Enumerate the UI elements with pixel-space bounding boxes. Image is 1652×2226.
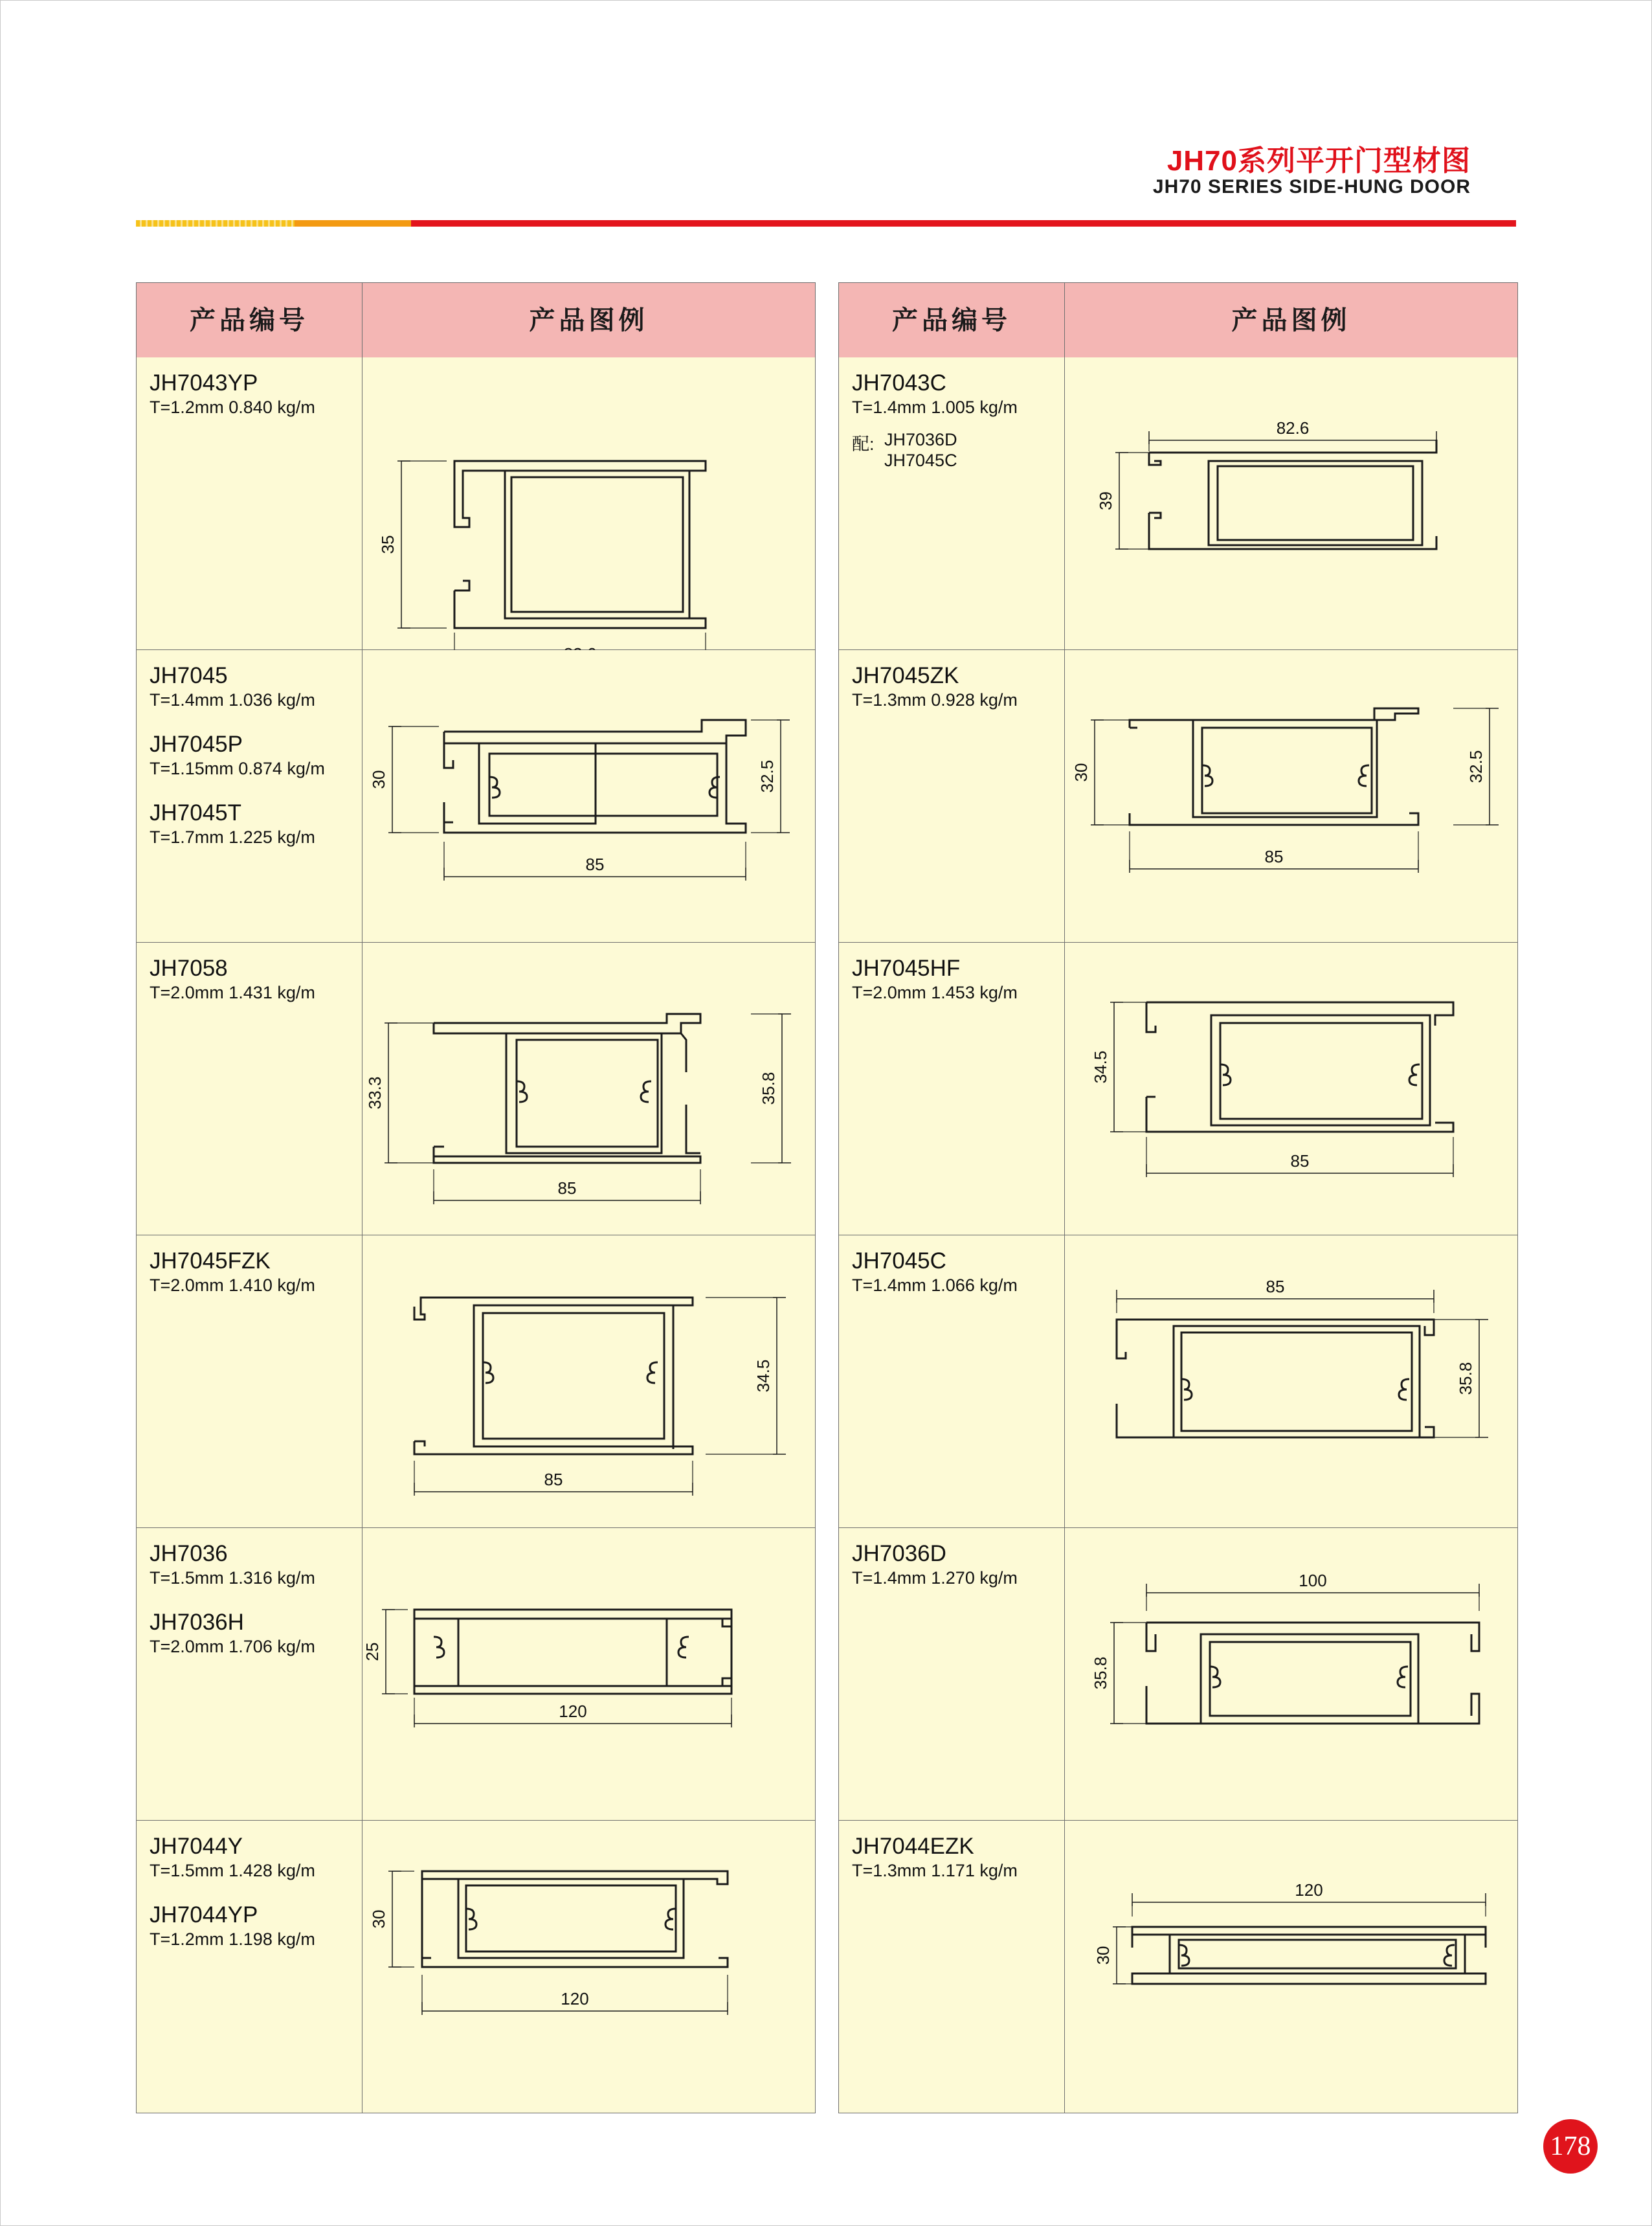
product-figure-cell [1065,650,1517,942]
product-spec: T=1.5mm 1.316 kg/m [150,1568,315,1588]
dim-height-2-label: 35.8 [759,1072,778,1105]
profile-section [444,720,746,833]
table-row [838,943,1518,1235]
product-code: JH7043YP [150,370,258,396]
table-row [838,1528,1518,1821]
profile-section [1146,1623,1479,1724]
profile-section [434,1014,700,1163]
profile-section [414,1610,731,1694]
dim-width-label: 120 [559,1702,587,1721]
dim-width [1132,1880,1486,1917]
page-title: JH70系列平开门型材图 [1166,145,1471,177]
dim-height [1091,1623,1146,1724]
profile-drawing [1065,1528,1517,1820]
product-spec: T=1.5mm 1.428 kg/m [150,1861,315,1880]
profile-section [414,1298,693,1454]
product-code: JH7044EZK [852,1834,974,1859]
dim-width [1146,1137,1453,1177]
product-code: JH7043C [852,370,946,396]
dim-height [369,1871,414,1967]
profile-drawing [1065,650,1517,942]
dim-width [1146,1571,1479,1611]
header-product-figure: 产品图例 [1231,306,1351,335]
table-row [838,650,1518,943]
table-row [838,1235,1518,1528]
product-figure-cell [1065,1821,1517,2113]
dim-height-label: 34.5 [1091,1050,1110,1084]
dim-height-2-label: 32.5 [757,759,777,793]
header-rule [136,220,1516,227]
product-code-cell [137,357,363,649]
dim-height-2 [751,1014,791,1163]
profile-drawing [363,1235,815,1527]
dim-height-label: 33.3 [365,1076,385,1110]
dim-height-2-label: 32.5 [1466,750,1486,783]
product-figure-cell [363,943,815,1235]
dim-width-label: 82.6 [1276,418,1310,438]
right-table-header [838,282,1518,359]
dim-height-label: 35.8 [1456,1362,1475,1395]
dim-height-label: 30 [1093,1946,1113,1965]
profile-section [454,461,706,628]
product-spec: T=1.3mm 0.928 kg/m [852,690,1018,710]
profile-section [1146,1002,1453,1132]
product-spec: T=1.2mm 0.840 kg/m [150,398,315,417]
product-spec: T=1.15mm 0.874 kg/m [150,759,325,778]
header-product-figure: 产品图例 [529,306,649,335]
pair-item: JH7036D [884,430,957,449]
product-code: JH7044Y [150,1834,243,1859]
product-code-cell [137,1528,363,1820]
page-subtitle: JH70 SERIES SIDE-HUNG DOOR [1152,176,1471,197]
dim-height [365,1023,434,1163]
table-row [136,650,816,943]
pair-item: JH7045C [884,451,957,470]
dim-height [1093,1927,1132,1984]
dim-height-label: 35.8 [1091,1656,1110,1690]
header-product-code: 产品编号 [137,283,363,358]
product-code: JH7045C [852,1248,946,1274]
product-spec: T=1.3mm 1.171 kg/m [852,1861,1018,1880]
dim-height-label: 30 [1071,763,1091,782]
product-spec: T=2.0mm 1.706 kg/m [150,1637,315,1656]
dim-width-label: 85 [1264,847,1284,866]
dim-width-label: 85 [544,1470,563,1489]
product-code: JH7045T [150,800,242,826]
dim-width-label: 120 [1295,1880,1323,1900]
product-spec: T=2.0mm 1.431 kg/m [150,983,315,1002]
product-figure-cell [1065,943,1517,1235]
product-code-cell [839,650,1065,942]
dim-height-label: 39 [1096,491,1115,510]
product-code-cell [137,650,363,942]
dim-height-label: 30 [369,770,388,789]
rule-dotted-segment [136,220,295,227]
dim-height [1071,720,1130,825]
left-table-header [136,282,816,359]
product-code: JH7045ZK [852,663,959,688]
dim-height-label: 35 [378,535,397,554]
table-row [136,943,816,1235]
dim-height [706,1298,786,1454]
dim-width [414,1461,693,1496]
product-figure-cell [363,650,815,942]
product-code-cell [839,1821,1065,2113]
product-code-cell [137,1235,363,1527]
product-spec: T=1.4mm 1.066 kg/m [852,1276,1018,1295]
profile-section [1130,708,1418,825]
product-figure-cell [363,357,815,649]
dim-width [434,1169,700,1204]
dim-width [1130,831,1418,873]
product-code-cell [839,357,1065,649]
profile-drawing [1065,943,1517,1235]
dim-width [422,1975,728,2015]
product-code: JH7058 [150,956,228,981]
profile-drawing [363,357,815,649]
product-code: JH7036H [150,1610,244,1635]
dim-width-label: 85 [557,1178,577,1198]
dim-width-label: 85 [585,855,605,874]
profile-drawing [1065,1821,1517,2113]
dim-height-label: 34.5 [753,1359,773,1393]
profile-section [1132,1927,1486,1984]
product-spec: T=1.4mm 1.270 kg/m [852,1568,1018,1588]
dim-height-2 [1453,708,1499,825]
profile-drawing [363,1528,815,1820]
product-code-cell [137,1821,363,2113]
product-code-cell [839,1528,1065,1820]
product-figure-cell [363,1235,815,1527]
profile-section [1149,440,1436,549]
product-spec: T=1.4mm 1.036 kg/m [150,690,315,710]
dim-height-2 [751,720,790,833]
table-row [136,1528,816,1821]
table-row [136,1235,816,1528]
product-spec: T=1.2mm 1.198 kg/m [150,1929,315,1949]
header-product-code: 产品编号 [839,283,1065,358]
dim-width [1117,1277,1434,1313]
dim-height-label: 30 [369,1909,388,1929]
dim-height [378,461,447,628]
pair-label: 配: [852,434,875,454]
profile-drawing [363,943,815,1235]
dim-height [1091,1002,1146,1132]
product-code: JH7036 [150,1541,228,1566]
table-row [838,357,1518,650]
dim-width-label: 100 [1299,1571,1327,1590]
dim-width [444,842,746,881]
product-spec: T=2.0mm 1.410 kg/m [150,1276,315,1295]
dim-width-label: 85 [1266,1277,1285,1296]
product-figure-cell [1065,357,1517,649]
profile-section [422,1871,728,1967]
dim-height [369,726,439,833]
product-code-cell [839,943,1065,1235]
dim-height-label: 25 [363,1642,382,1661]
dim-width-label: 85 [1290,1151,1310,1171]
dim-width [414,1698,731,1727]
profile-drawing [1065,357,1517,649]
page-number: 178 [1543,2119,1598,2174]
profile-drawing [363,1821,815,2113]
dim-height [1434,1320,1488,1437]
dim-height [1096,453,1149,549]
product-figure-cell [1065,1235,1517,1527]
dim-width [1149,418,1436,451]
product-code: JH7045 [150,663,228,688]
product-code: JH7045FZK [150,1248,271,1274]
rule-orange-segment [295,220,411,227]
product-code-cell [839,1235,1065,1527]
product-spec: T=2.0mm 1.453 kg/m [852,983,1018,1002]
product-code: JH7044YP [150,1902,258,1928]
product-figure-cell [363,1821,815,2113]
dim-height [363,1610,408,1694]
left-table [136,282,816,2119]
product-code: JH7045P [150,732,243,757]
product-spec: T=1.4mm 1.005 kg/m [852,398,1018,417]
rule-red-segment [411,220,1516,227]
dim-width-label: 120 [561,1989,589,2008]
table-row [136,357,816,650]
product-figure-cell [363,1528,815,1820]
profile-section [1117,1320,1434,1437]
product-code: JH7036D [852,1541,946,1566]
product-figure-cell [1065,1528,1517,1820]
profile-drawing [363,650,815,942]
product-code-cell [137,943,363,1235]
table-row [136,1821,816,2113]
profile-drawing [1065,1235,1517,1527]
table-row [838,1821,1518,2113]
right-table [838,282,1518,2119]
product-code: JH7045HF [852,956,961,981]
product-spec: T=1.7mm 1.225 kg/m [150,827,315,847]
